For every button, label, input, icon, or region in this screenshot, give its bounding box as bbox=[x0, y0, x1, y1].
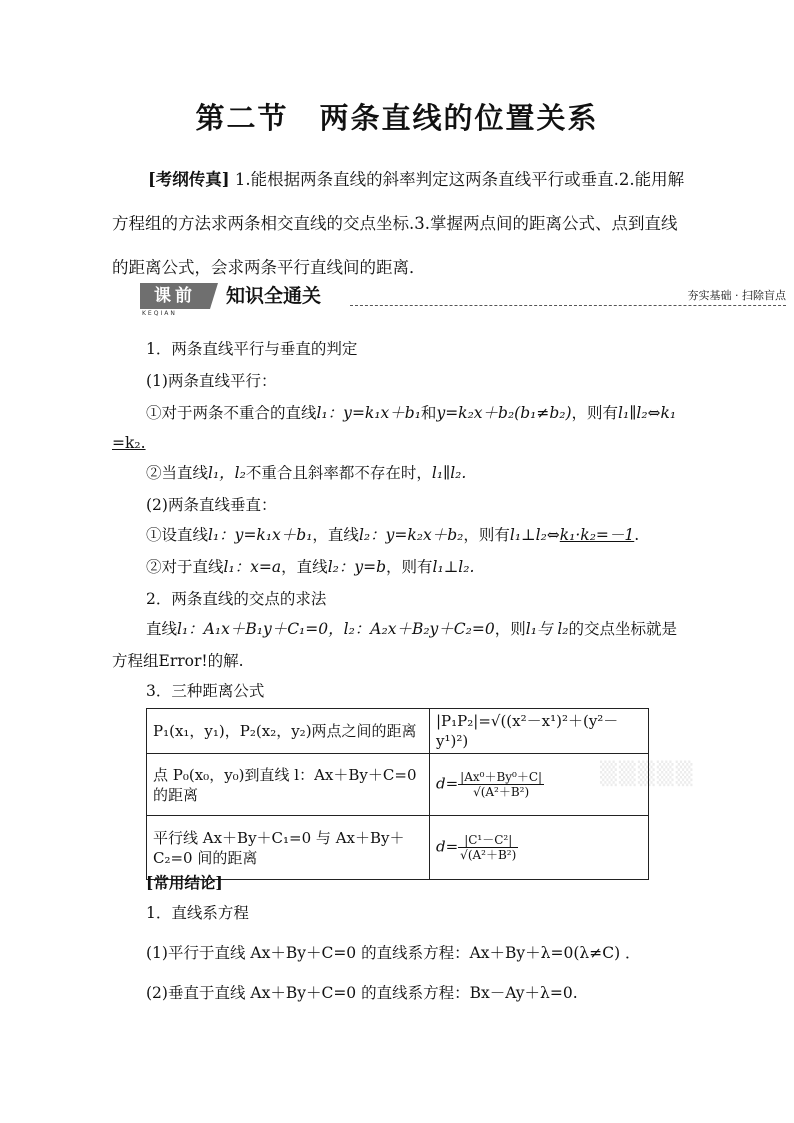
formula-parallel: l₁∥l₂⇔k₁ bbox=[618, 404, 677, 422]
fraction bbox=[458, 770, 544, 799]
formula-prefix: d= bbox=[436, 774, 459, 793]
formula-l2: l₂：y=k₂x＋b₂ bbox=[358, 526, 464, 544]
fraction bbox=[458, 833, 518, 862]
s1-heading: 1．两条直线平行与垂直的判定 bbox=[146, 340, 358, 358]
formula-slope-product: k₁·k₂=－1 bbox=[559, 526, 635, 544]
text: ，直线 bbox=[281, 558, 328, 576]
s2-line-2: 方程组Error!的解. bbox=[112, 652, 244, 670]
s1-parallel-rule-1-cont: =k₂. bbox=[112, 434, 146, 452]
s1-parallel-rule-1 bbox=[146, 402, 676, 424]
table-row bbox=[147, 709, 649, 754]
table-cell: 平行线 Ax＋By＋C₁=0 与 Ax＋By＋C₂=0 间的距离 bbox=[147, 816, 430, 880]
fraction-denominator: √(A²＋B²) bbox=[473, 785, 530, 799]
text: ，则有 bbox=[571, 404, 619, 422]
formula-perp: l₁⊥l₂⇔ bbox=[509, 526, 560, 544]
intro-text: 1.能根据两条直线的斜率判定这两条直线平行或垂直.2.能用解方程组的方法求两条相交直线的交点坐标.3.掌握两点间的距离公式、点到直线的距离公式，会求两条平行直线间的距离． bbox=[112, 170, 685, 277]
formula-l1: l₁：A₁x＋B₁y＋C₁=0， bbox=[177, 620, 344, 638]
table-cell: P₁(x₁，y₁)，P₂(x₂，y₂)两点之间的距离 bbox=[147, 709, 430, 754]
table-row bbox=[147, 816, 649, 880]
banner-tab-sub: KEQIAN bbox=[142, 310, 177, 317]
s2-heading: 2．两条直线的交点的求法 bbox=[146, 590, 327, 608]
formula-l1: l₁：y=k₁x＋b₁ bbox=[208, 526, 313, 544]
page-title: 第二节 两条直线的位置关系 bbox=[195, 101, 599, 135]
text: ，则 bbox=[494, 620, 526, 638]
formula-lines: l₁与 l₂ bbox=[525, 620, 569, 638]
formula-l1: l₁：y=k₁x＋b₁ bbox=[316, 404, 421, 422]
text: ①对于两条不重合的直线 bbox=[146, 404, 317, 422]
text: ，则有 bbox=[386, 558, 433, 576]
table-cell: |P₁P₂|=√((x²－x¹)²＋(y²－y¹)²) bbox=[430, 709, 649, 754]
watermark: ▒▒▒▒▒ bbox=[600, 762, 695, 787]
banner-divider bbox=[350, 305, 786, 306]
text: ①设直线 bbox=[146, 526, 209, 544]
formula-parallel-result: l₁∥l₂. bbox=[431, 464, 467, 482]
formula-lines: l₁，l₂ bbox=[208, 464, 246, 482]
fraction-denominator: √(A²＋B²) bbox=[460, 848, 517, 862]
table-cell bbox=[430, 754, 649, 816]
table-cell: 点 P₀(x₀，y₀)到直线 l：Ax＋By＋C=0 的距离 bbox=[147, 754, 430, 816]
text: 不重合且斜率都不存在时， bbox=[245, 464, 432, 482]
formula-l2: y=k₂x＋b₂(b₁≠b₂) bbox=[436, 404, 572, 422]
formula-l2: l₂：y=b bbox=[327, 558, 387, 576]
conclusion-tag: [常用结论] bbox=[146, 873, 223, 892]
formula-perp-result: l₁⊥l₂. bbox=[432, 558, 475, 576]
conclusion-item-1: (1)平行于直线 Ax＋By＋C=0 的直线系方程：Ax＋By＋λ=0(λ≠C) ． bbox=[146, 944, 641, 962]
fraction-numerator: |C¹－C²| bbox=[458, 833, 518, 848]
s1-perp-rule-2 bbox=[146, 556, 474, 578]
text: 和 bbox=[420, 404, 437, 422]
banner-slogan: 夯实基础 · 扫除盲点 bbox=[687, 289, 786, 302]
banner-tab-decoration bbox=[210, 283, 218, 309]
formula-l2: l₂：A₂x＋B₂y＋C₂=0 bbox=[343, 620, 495, 638]
s1-parallel-heading: (1)两条直线平行： bbox=[146, 372, 277, 390]
text: ②当直线 bbox=[146, 464, 209, 482]
text: ，则有 bbox=[463, 526, 510, 544]
intro-tag: [考纲传真] bbox=[148, 170, 230, 189]
conclusion-heading: 1．直线系方程 bbox=[146, 904, 249, 922]
text: 的交点坐标就是 bbox=[568, 620, 678, 638]
distance-formula-table bbox=[146, 708, 649, 880]
table-cell bbox=[430, 816, 649, 880]
conclusion-item-2: (2)垂直于直线 Ax＋By＋C=0 的直线系方程：Bx－Ay＋λ=0. bbox=[146, 984, 578, 1002]
s1-perp-heading: (2)两条直线垂直： bbox=[146, 496, 277, 514]
banner-heading: 知识全通关 bbox=[226, 285, 322, 307]
text: ②对于直线 bbox=[146, 558, 224, 576]
text: ，直线 bbox=[312, 526, 359, 544]
text: 直线 bbox=[146, 620, 178, 638]
s3-heading: 3．三种距离公式 bbox=[146, 682, 265, 700]
formula-prefix: d= bbox=[436, 837, 459, 856]
table-row bbox=[147, 754, 649, 816]
banner-tab: 课前 bbox=[140, 283, 210, 309]
formula-l1: l₁：x=a bbox=[223, 558, 282, 576]
intro-paragraph bbox=[112, 158, 692, 290]
s1-perp-rule-1: ①设直线l₁：y=k₁x＋b₁，直线l₂：y=k₂x＋b₂，则有l₁⊥l₂⇔k₁·k₂=－1. bbox=[146, 526, 640, 544]
s1-parallel-rule-2 bbox=[146, 462, 466, 484]
s2-line-1 bbox=[146, 618, 677, 640]
fraction-numerator: |Ax⁰＋By⁰＋C| bbox=[460, 770, 543, 784]
section-banner bbox=[140, 283, 794, 319]
